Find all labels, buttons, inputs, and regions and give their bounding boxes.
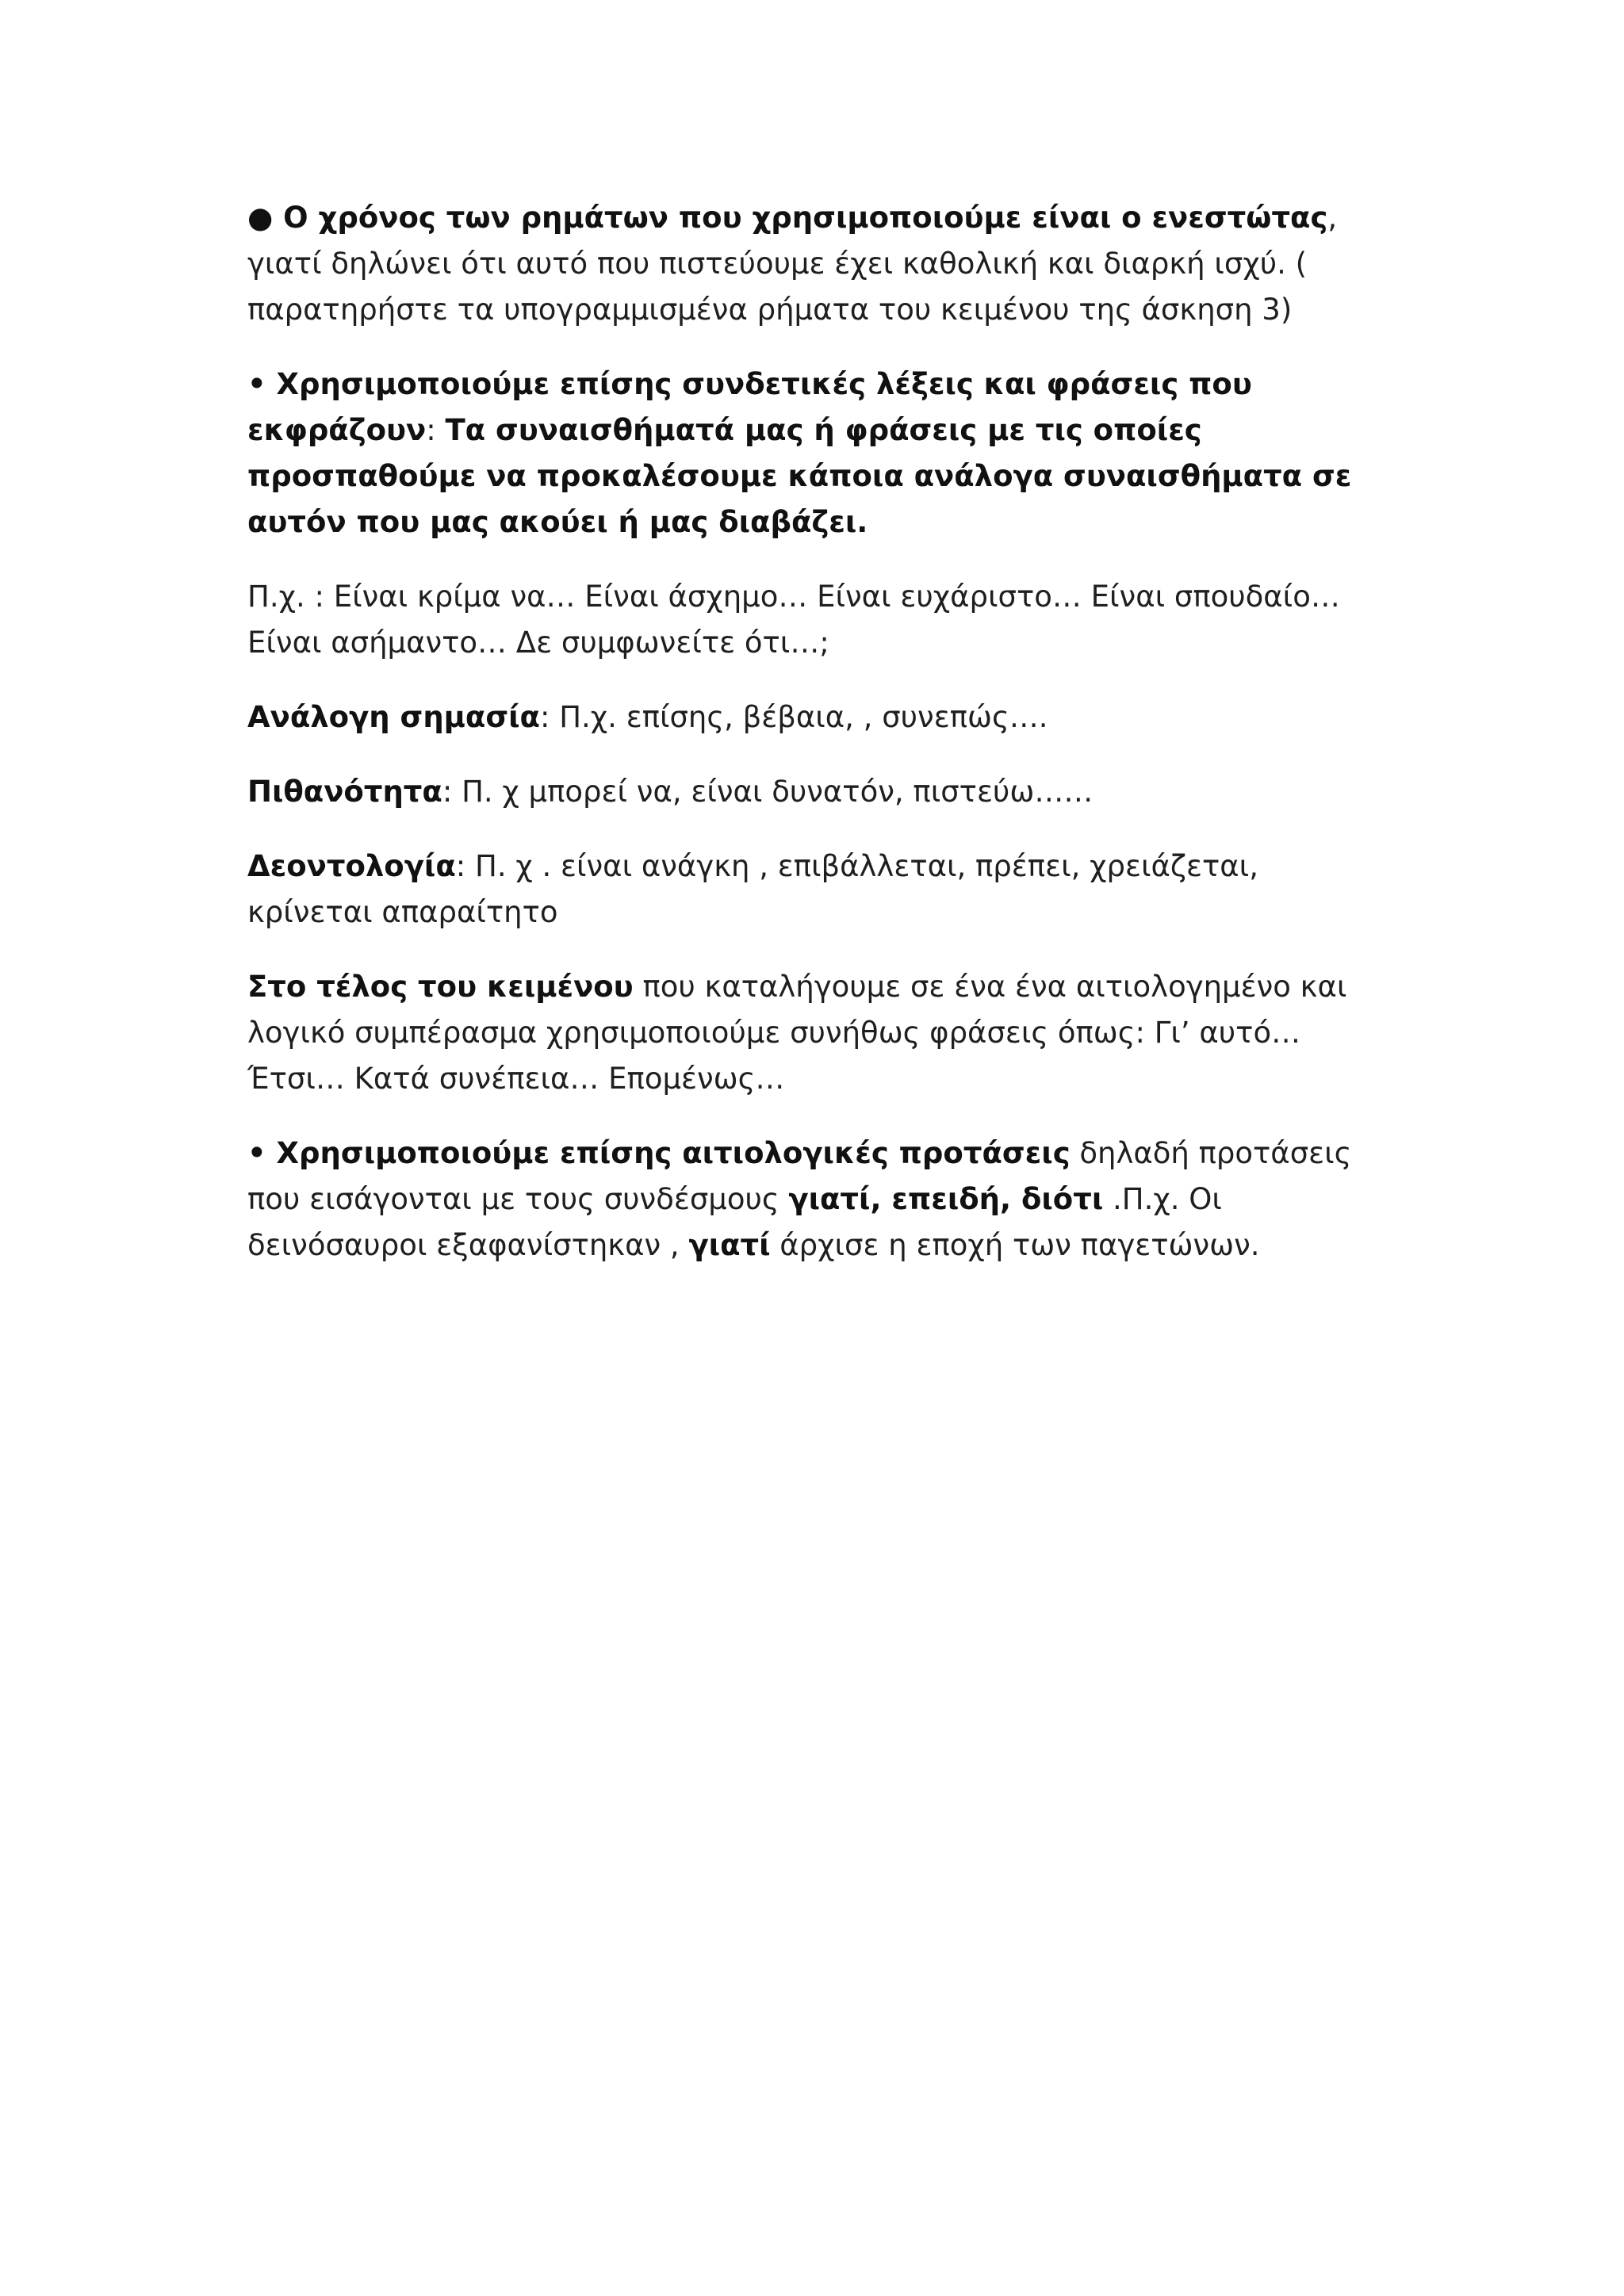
examples-text: Π.χ. : Είναι κρίμα να… Είναι άσχημο… Είναι ευχάριστο… Είναι σπουδαίο… Είναι ασήμαντο… Δε συμφωνείτε ότι…; (247, 580, 1340, 660)
document-body (247, 195, 1389, 1297)
connective-words-emotions: Τα συναισθήματά μας ή φράσεις με τις οποίες προσπαθούμε να προκαλέσουμε κάποια ανάλογα συναισθήματα σε αυτόν που μας ακούει ή μας διαβάζει. (247, 413, 1352, 539)
present-tense-text: , γιατί δηλώνει ότι αυτό που πιστεύουμε έχει καθολική και διαρκή ισχύ. ( παρατηρήστε τα υπογραμμισμένα ρήματα του κειμένου της άσκηση 3) (247, 201, 1338, 327)
causal-because: γιατί (688, 1228, 771, 1262)
paragraph-examples (247, 574, 1389, 666)
causal-clauses-heading: • Χρησιμοποιούμε επίσης αιτιολογικές προτάσεις (247, 1136, 1071, 1170)
causal-conjunctions: γιατί, επειδή, διότι (788, 1182, 1104, 1216)
analogous-meaning-text: : Π.χ. επίσης, βέβαια, , συνεπώς…. (539, 700, 1048, 734)
conclusion-text: που καταλήγουμε σε ένα ένα αιτιολογημένο και λογικό συμπέρασμα χρησιμοποιούμε συνήθως φράσεις όπως: Γι’ αυτό… Έτσι… Κατά συνέπεια… Επομένως… (247, 970, 1347, 1096)
paragraph-conclusion (247, 964, 1389, 1102)
paragraph-deontology (247, 844, 1389, 936)
conclusion-label: Στο τέλος του κειμένου (247, 970, 634, 1004)
deontology-text: : Π. χ . είναι ανάγκη , επιβάλλεται, πρέπει, χρειάζεται, κρίνεται απαραίτητο (247, 849, 1258, 929)
paragraph-causal-clauses (247, 1131, 1389, 1269)
paragraph-analogous-meaning (247, 695, 1389, 740)
probability-label: Πιθανότητα (247, 775, 442, 809)
causal-clauses-text-1: δηλαδή προτάσεις που εισάγονται με τους συνδέσμους (247, 1136, 1352, 1216)
analogous-meaning-label: Ανάλογη σημασία (247, 700, 540, 734)
connective-words-heading: • Χρησιμοποιούμε επίσης συνδετικές λέξεις και φράσεις που εκφράζουν (247, 367, 1252, 447)
present-tense-heading: ● Ο χρόνος των ρημάτων που χρησιμοποιούμε είναι ο ενεστώτας (247, 201, 1328, 235)
causal-clauses-text-3: άρχισε η εποχή των παγετώνων. (770, 1228, 1260, 1262)
causal-clauses-text-2: .Π.χ. Οι δεινόσαυροι εξαφανίστηκαν , (247, 1182, 1222, 1262)
probability-text: : Π. χ μπορεί να, είναι δυνατόν, πιστεύω…… (442, 775, 1094, 809)
connective-words-colon: : (426, 413, 446, 447)
paragraph-connective-words (247, 362, 1389, 545)
paragraph-probability (247, 769, 1389, 815)
paragraph-present-tense (247, 195, 1389, 333)
deontology-label: Δεοντολογία (247, 849, 456, 883)
